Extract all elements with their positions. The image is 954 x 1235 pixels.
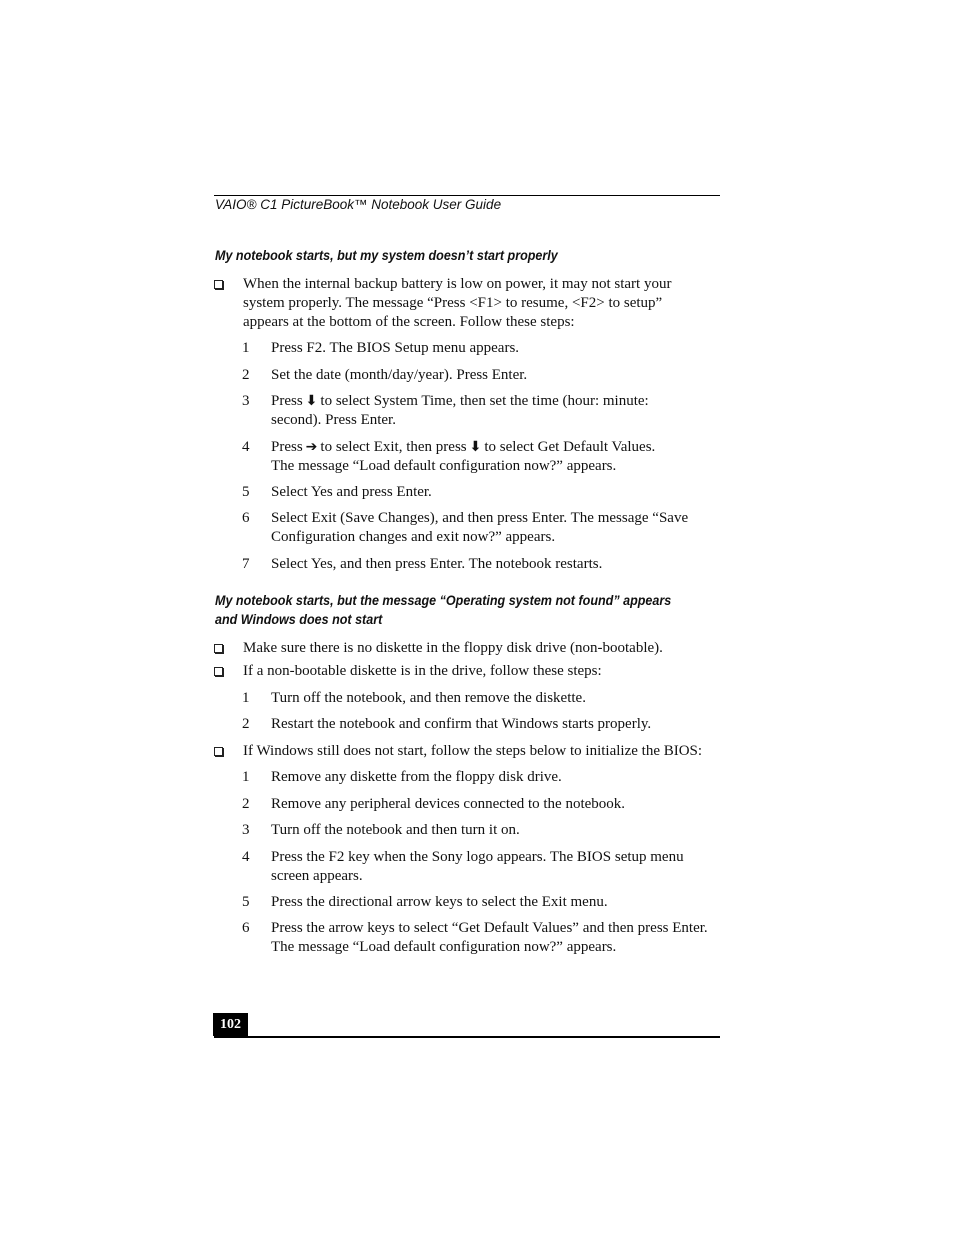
step-number: 5 [242, 484, 250, 500]
step-number: 2 [242, 716, 250, 732]
step-line: The message “Load default configuration now?” appears. [271, 939, 617, 955]
step-line: Configuration changes and exit now?” appears. [271, 529, 556, 545]
paragraph-line: appears at the bottom of the screen. Follow these steps: [243, 314, 575, 330]
step-text: Select Yes and press Enter. [271, 484, 432, 500]
step-text [271, 438, 721, 476]
step-number: 1 [242, 340, 250, 356]
step-line: second). Press Enter. [271, 412, 396, 428]
bullet-paragraph: Make sure there is no diskette in the floppy disk drive (non-bootable). [243, 640, 663, 656]
running-header: VAIO® C1 PictureBook™ Notebook User Guide [215, 197, 502, 212]
step-number: 4 [242, 849, 250, 865]
bullet-box-icon [214, 747, 224, 757]
step-number: 1 [242, 769, 250, 785]
step-text: Turn off the notebook, and then remove the diskette. [271, 690, 586, 706]
step-text [271, 392, 721, 430]
heading-line: and Windows does not start [215, 612, 383, 627]
step-text [271, 509, 721, 547]
step-number: 7 [242, 556, 250, 572]
step-text: Select Yes, and then press Enter. The notebook restarts. [271, 556, 603, 572]
footer-rule [214, 1036, 720, 1038]
step-number: 2 [242, 796, 250, 812]
step-text [271, 919, 721, 957]
section-heading: My notebook starts, but my system doesn’t start properly [215, 248, 558, 263]
step-line: Press ⬇ to select System Time, then set the time (hour: minute: [271, 393, 649, 409]
step-line: screen appears. [271, 868, 363, 884]
step-text: Set the date (month/day/year). Press Enter. [271, 367, 528, 383]
step-line: Press the F2 key when the Sony logo appears. The BIOS setup menu [271, 849, 684, 865]
heading-line: My notebook starts, but the message “Operating system not found” appears [215, 593, 672, 608]
paragraph-line: When the internal backup battery is low on power, it may not start your [243, 276, 672, 292]
bullet-box-icon [214, 644, 224, 654]
paragraph-line: system properly. The message “Press <F1> to resume, <F2> to setup” [243, 295, 663, 311]
bullet-paragraph: If a non-bootable diskette is in the drive, follow these steps: [243, 663, 602, 679]
bullet-paragraph: If Windows still does not start, follow the steps below to initialize the BIOS: [243, 743, 703, 759]
arrow-down-icon: ⬇ [469, 439, 482, 455]
arrow-right-icon: ➔ [305, 439, 318, 455]
step-line: Select Exit (Save Changes), and then press Enter. The message “Save [271, 510, 689, 526]
step-line: The message “Load default configuration now?” appears. [271, 458, 617, 474]
page-number: 102 [213, 1013, 248, 1036]
header-rule [214, 195, 720, 196]
step-number: 3 [242, 822, 250, 838]
step-text: Remove any diskette from the floppy disk drive. [271, 769, 562, 785]
step-text: Restart the notebook and confirm that Windows starts properly. [271, 716, 652, 732]
step-line: Press the arrow keys to select “Get Default Values” and then press Enter. [271, 920, 708, 936]
step-number: 3 [242, 393, 250, 409]
bullet-paragraph [243, 275, 723, 332]
step-number: 6 [242, 510, 250, 526]
step-number: 5 [242, 894, 250, 910]
step-number: 2 [242, 367, 250, 383]
step-text: Press F2. The BIOS Setup menu appears. [271, 340, 520, 356]
step-text [271, 848, 721, 886]
step-text: Turn off the notebook and then turn it on. [271, 822, 520, 838]
step-text: Press the directional arrow keys to select the Exit menu. [271, 894, 608, 910]
step-number: 6 [242, 920, 250, 936]
step-text: Remove any peripheral devices connected to the notebook. [271, 796, 626, 812]
arrow-down-icon: ⬇ [305, 393, 318, 409]
step-number: 1 [242, 690, 250, 706]
section-heading [215, 591, 680, 629]
bullet-box-icon [214, 280, 224, 290]
step-number: 4 [242, 439, 250, 455]
bullet-box-icon [214, 667, 224, 677]
step-line: Press ➔ to select Exit, then press ⬇ to select Get Default Values. [271, 439, 656, 455]
